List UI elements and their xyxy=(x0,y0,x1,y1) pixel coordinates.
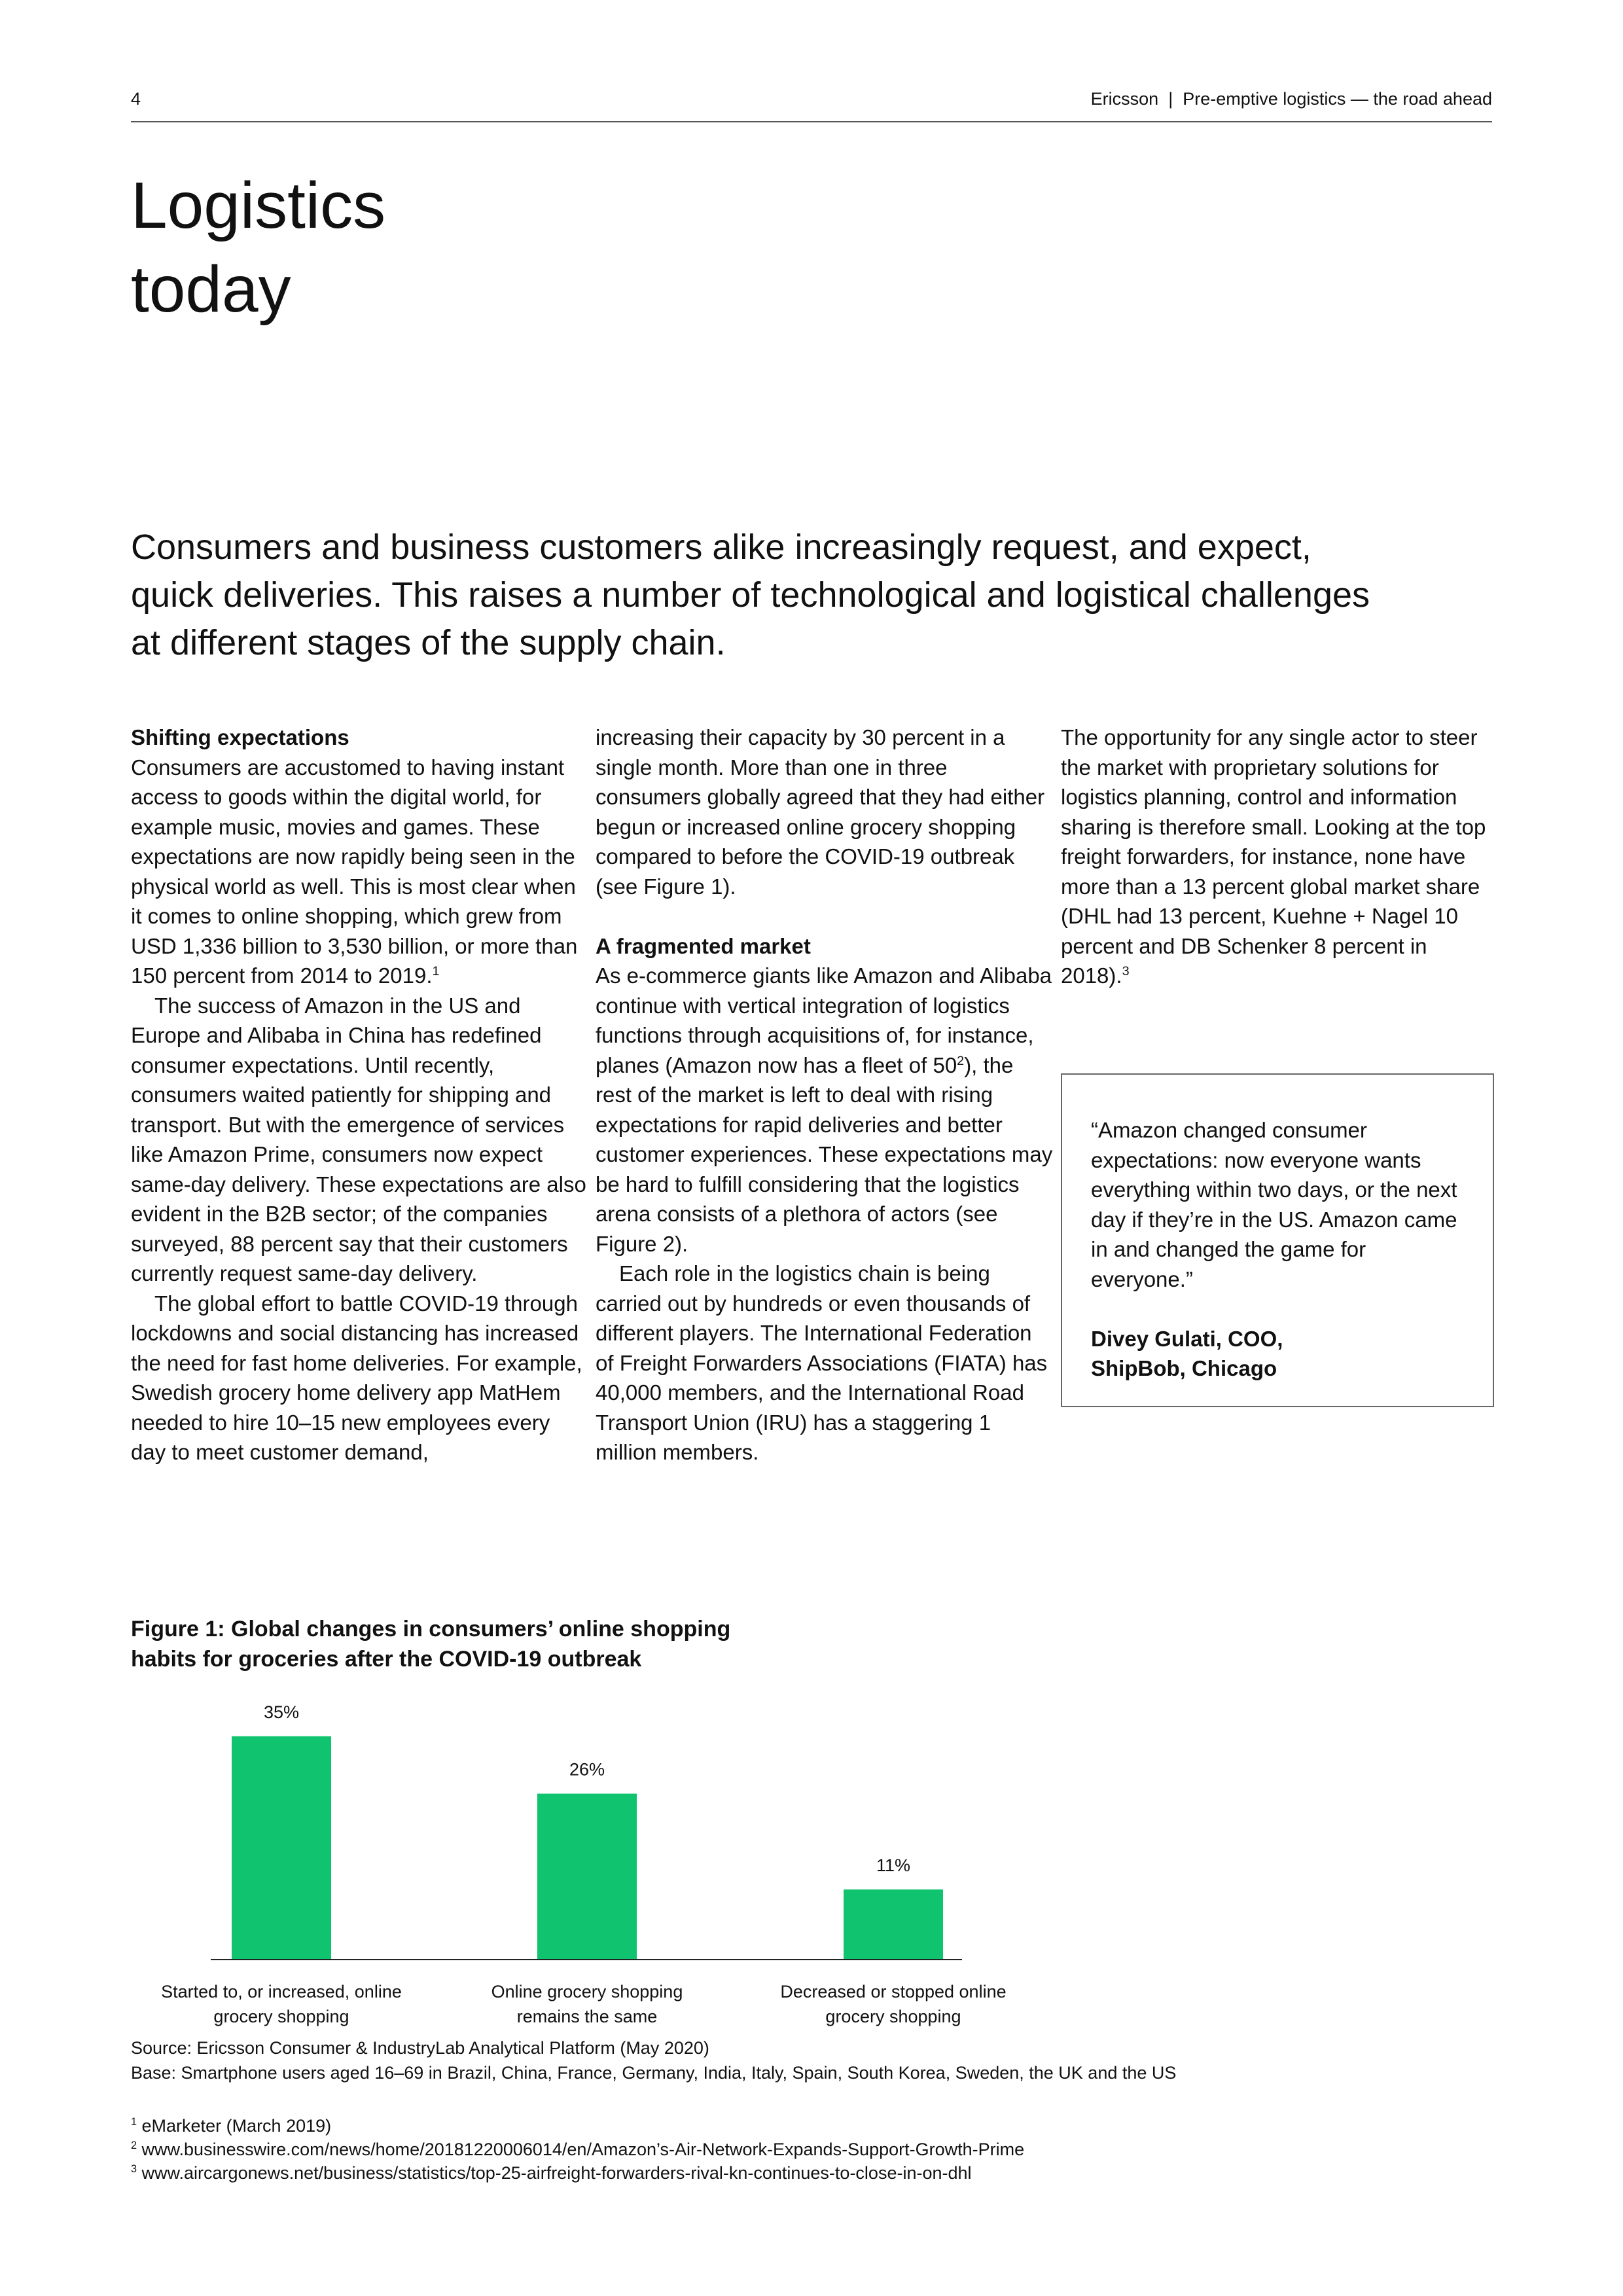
category-label-3-line-1: Decreased or stopped online xyxy=(780,1982,1007,2001)
col1-paragraph-1: Consumers are accustomed to having instant access to goods within the digital world, for example music, movies and games. These expectations are now rapidly being seen in the physical world as well. This is most clear when it comes to online shopping, which grew from USD 1,336 billion to 3,530 billion, or more than 150 percent from 2014 to 2019.$^1$ xyxy=(131,755,578,988)
bar-1 xyxy=(232,1736,331,1960)
bar-value-label-1: 35% xyxy=(263,1702,300,1722)
body-column-1 xyxy=(131,723,589,1467)
pull-quote-box xyxy=(1061,1073,1494,1407)
category-label-1-line-2: grocery shopping xyxy=(213,2007,349,2026)
category-label-2-line-2: remains the same xyxy=(516,2007,658,2026)
col2-paragraph-3: Each role in the logistics chain is being carried out by hundreds or even thousands of different players. The International Federation of Freight Forwarders Associations (FIATA) has 40,000 members, and the International Road Transport Union (IRU) has a staggering 1 million members. xyxy=(596,1261,1048,1464)
header-doc-title: Pre-emptive logistics — the road ahead xyxy=(1183,89,1492,109)
header-company: Ericsson xyxy=(1090,89,1159,109)
pull-quote-attribution: Divey Gulati, COO, ShipBob, Chicago xyxy=(1091,1326,1283,1380)
footnotes xyxy=(131,2114,1024,2185)
footnote-1: $^1$ eMarketer (March 2019) xyxy=(131,2116,332,2136)
footnote-ref-1: 1 xyxy=(432,964,440,978)
running-header xyxy=(1091,89,1492,109)
header-divider xyxy=(131,121,1492,122)
footnote-ref-2: 2 xyxy=(957,1053,965,1068)
col1-paragraph-2: The success of Amazon in the US and Europe and Alibaba in China has redefined consumer expectations. Until recently, consumers waited patiently for shipping and transport. But with the emergence of services like Amazon Prime, consumers now expect same-day delivery. These expectations are also evident in the B2B sector; of the companies surveyed, 88 percent say that their customers currently request same-day delivery. xyxy=(131,993,586,1285)
body-column-2 xyxy=(596,723,1054,1467)
figure-title: Figure 1: Global changes in consumers’ online shopping habits for groceries after the COVID-19 outbreak xyxy=(131,1617,731,1672)
bar-2 xyxy=(537,1794,637,1960)
page-number: 4 xyxy=(131,89,141,109)
section-heading-fragmented-market: A fragmented market xyxy=(596,933,811,958)
source-line: Source: Ericsson Consumer & IndustryLab Analytical Platform (May 2020) xyxy=(131,2038,709,2058)
bar-value-label-2: 26% xyxy=(569,1759,605,1780)
lead-paragraph: Consumers and business customers alike increasingly request, and expect, quick deliveries. This raises a number of technological and logistical challenges at different stages of the supply chain. xyxy=(131,528,1370,662)
section-heading-shifting-expectations: Shifting expectations xyxy=(131,725,349,749)
col3-paragraph-1: The opportunity for any single actor to steer the market with proprietary solutions for logistics planning, control and information sharing is therefore small. Looking at the top freight forwarders, for instance, none have more than a 13 percent global market share (DHL had 13 percent, Kuehne + Nagel 10 percent and DB Schenker 8 percent in 2018).$^3$ xyxy=(1061,725,1486,988)
title-line-1: Logistics xyxy=(131,169,386,242)
base-line: Base: Smartphone users aged 16–69 in Brazil, China, France, Germany, India, Italy, Spain, South Korea, Sweden, the UK and the US xyxy=(131,2063,1177,2083)
col2-paragraph-2: As e-commerce giants like Amazon and Alibaba continue with vertical integration of logistics functions through acquisitions of, for instance, planes (Amazon now has a fleet of $50^2$), the rest of the market is left to deal with rising expectations for rapid deliveries and better customer experiences. These expectations may be hard to fulfill considering that the logistics arena consists of a plethora of actors (see Figure 2). xyxy=(596,963,1053,1256)
category-label-3-line-2: grocery shopping xyxy=(825,2007,961,2026)
category-label-1-line-1: Started to, or increased, online xyxy=(161,1982,402,2001)
category-label-2-line-1: Online grocery shopping xyxy=(491,1982,683,2001)
figure-source xyxy=(131,2036,1176,2085)
col2-paragraph-1: increasing their capacity by 30 percent in a single month. More than one in three consumers globally agreed that they had either begun or increased online grocery shopping compared to before the COVID-19 outbreak (see Figure 1). xyxy=(596,725,1045,899)
title-line-2: today xyxy=(131,253,291,326)
header-separator: | xyxy=(1168,89,1173,109)
footnote-2: $^2$ www.businesswire.com/news/home/20181220006014/en/Amazon’s-Air-Network-Expands-Support-Growth-Prime xyxy=(131,2140,1025,2159)
page-title xyxy=(131,164,385,331)
footnote-ref-3: 3 xyxy=(1122,964,1130,978)
footnote-3: $^3$ www.aircargonews.net/business/statistics/top-25-airfreight-forwarders-rival-kn-continues-to-close-in-on-dhl xyxy=(131,2163,972,2183)
pull-quote-text: “Amazon changed consumer expectations: now everyone wants everything within two days, or the next day if they’re in the US. Amazon came in and changed the game for everyone.” xyxy=(1091,1118,1457,1291)
col1-paragraph-3: The global effort to battle COVID-19 through lockdowns and social distancing has increased the need for fast home deliveries. For example, Swedish grocery home delivery app MatHem needed to hire 10–15 new employees every day to meet customer demand, xyxy=(131,1291,582,1464)
body-column-3 xyxy=(1061,723,1493,991)
bar-value-label-3: 11% xyxy=(876,1855,911,1875)
bar-3 xyxy=(844,1890,943,1960)
